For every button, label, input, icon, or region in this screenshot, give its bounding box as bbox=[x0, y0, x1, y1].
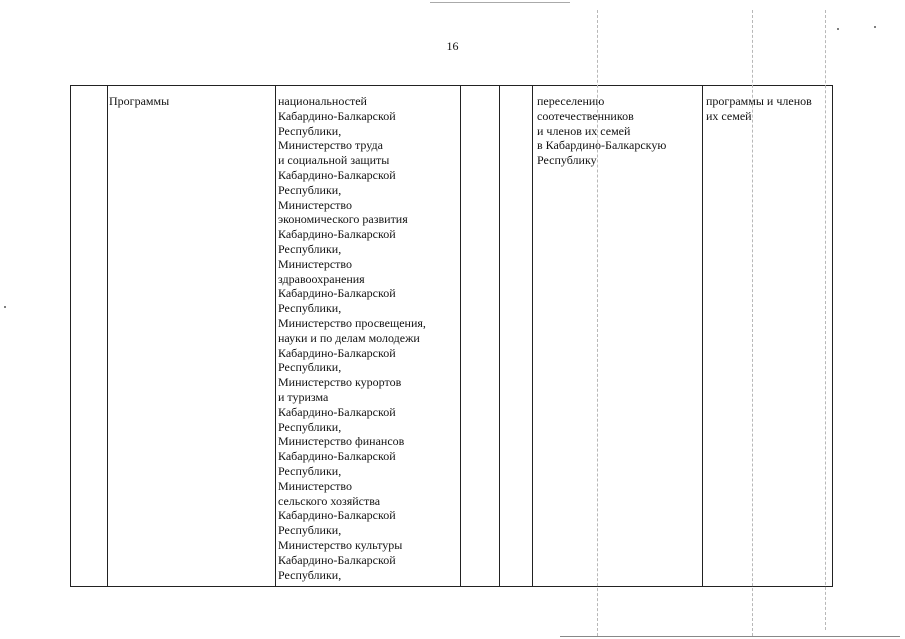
column-divider bbox=[460, 86, 461, 586]
executors-cell: национальностей Кабардино-Балкарской Республики, Министерство труда и социальной защиты Кабардино-Балкарской Республики, Министерство экономического развития Кабардино-Балкарской Республики, Министерство здравоохранения Кабардино-Балкарской Республики, Министерство просвещения, науки и по делам молодежи Кабардино-Балкарской Республики, Министерство курортов и туризма Кабардино-Балкарской Республики, Министерство финансов Кабардино-Балкарской Республики, Министерство сельского хозяйства Кабардино-Балкарской Республики, Министерство культуры Кабардино-Балкарской Республики, bbox=[278, 94, 426, 582]
program-table bbox=[70, 85, 833, 587]
program-cell: Программы bbox=[109, 94, 170, 108]
scan-speck bbox=[4, 306, 6, 308]
scan-speck bbox=[874, 26, 876, 28]
scan-artifact-line bbox=[752, 10, 753, 636]
scan-artifact-line bbox=[597, 10, 598, 636]
participants-cell: программы и членов их семей bbox=[706, 94, 812, 123]
scan-artifact-bottom bbox=[560, 636, 900, 637]
scan-speck bbox=[837, 28, 839, 30]
column-divider bbox=[702, 86, 703, 586]
page-number: 16 bbox=[446, 39, 459, 53]
column-divider bbox=[107, 86, 108, 586]
goal-cell: переселению соотечественников и членов их семей в Кабардино-Балкарскую Республику bbox=[537, 94, 667, 168]
scan-artifact-top bbox=[430, 2, 570, 3]
scan-artifact-line bbox=[825, 10, 826, 630]
column-divider bbox=[499, 86, 500, 586]
column-divider bbox=[532, 86, 533, 586]
column-divider bbox=[275, 86, 276, 586]
